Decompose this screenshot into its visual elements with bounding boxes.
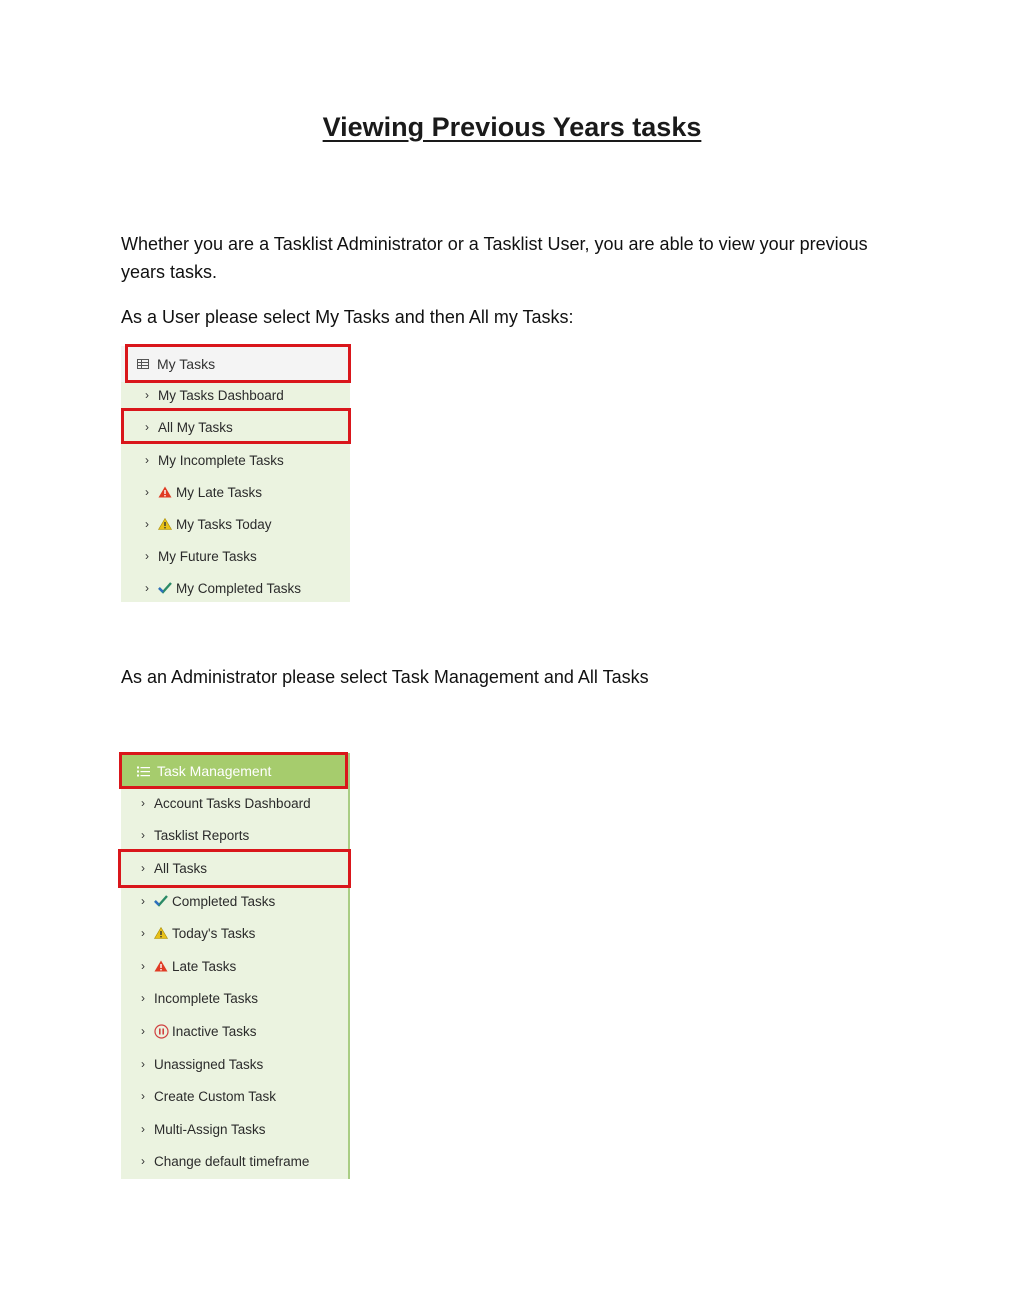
chevron-right-icon: › [145, 549, 149, 563]
menu-item-multi-assign-tasks[interactable] [121, 1114, 350, 1144]
menu-item-my-tasks-dashboard[interactable] [121, 380, 350, 410]
menu-item-label: My Completed Tasks [176, 580, 302, 596]
chevron-right-icon: › [145, 420, 149, 434]
menu-item-my-completed-tasks[interactable] [121, 573, 350, 603]
menu-item-incomplete-tasks[interactable] [121, 983, 350, 1013]
menu-item-todays-tasks[interactable] [121, 918, 350, 948]
chevron-right-icon: › [141, 1024, 145, 1038]
menu-item-label: Late Tasks [172, 958, 237, 974]
menu-item-label: My Incomplete Tasks [158, 452, 284, 468]
menu-item-all-my-tasks[interactable] [121, 412, 350, 442]
menu-item-label: Incomplete Tasks [154, 990, 259, 1006]
chevron-right-icon: › [141, 828, 145, 842]
user-menu-panel [121, 346, 350, 602]
menu-item-label: All Tasks [154, 860, 208, 876]
chevron-right-icon: › [141, 894, 145, 908]
user-instruction: As a User please select My Tasks and then All my Tasks: [121, 307, 574, 327]
menu-item-late-tasks[interactable] [121, 951, 350, 981]
yellow-warning-icon [158, 516, 176, 532]
red-warning-icon [154, 958, 172, 974]
menu-item-label: Inactive Tasks [172, 1023, 257, 1039]
task-management-header-label: Task Management [157, 763, 272, 779]
chevron-right-icon: › [145, 485, 149, 499]
chevron-right-icon: › [141, 796, 145, 810]
menu-item-label: My Late Tasks [176, 484, 263, 500]
chevron-right-icon: › [141, 1057, 145, 1071]
check-icon [154, 893, 172, 909]
chevron-right-icon: › [141, 926, 145, 940]
chevron-right-icon: › [145, 388, 149, 402]
menu-item-label: Account Tasks Dashboard [154, 795, 311, 811]
my-tasks-menu-header[interactable] [121, 346, 350, 382]
menu-item-label: My Future Tasks [158, 548, 257, 564]
menu-item-all-tasks[interactable] [121, 853, 350, 883]
chevron-right-icon: › [145, 453, 149, 467]
red-warning-icon [158, 484, 176, 500]
check-icon [158, 580, 176, 596]
menu-item-my-tasks-today[interactable] [121, 509, 350, 539]
task-management-menu-header[interactable] [121, 753, 348, 789]
menu-item-create-custom-task[interactable] [121, 1081, 350, 1111]
admin-instruction: As an Administrator please select Task Management and All Tasks [121, 667, 649, 687]
menu-item-inactive-tasks[interactable] [121, 1016, 350, 1046]
intro-paragraph: Whether you are a Tasklist Administrator or a Tasklist User, you are able to view your previous years tasks. [121, 234, 868, 282]
menu-item-label: All My Tasks [158, 419, 233, 435]
menu-item-label: Multi-Assign Tasks [154, 1121, 266, 1137]
chevron-right-icon: › [145, 517, 149, 531]
menu-item-account-tasks-dashboard[interactable] [121, 788, 350, 818]
chevron-right-icon: › [141, 959, 145, 973]
chevron-right-icon: › [141, 1089, 145, 1103]
menu-item-label: Change default timeframe [154, 1153, 310, 1169]
yellow-warning-icon [154, 925, 172, 941]
document-title: Viewing Previous Years tasks [322, 112, 702, 142]
menu-item-label: My Tasks Today [176, 516, 272, 532]
admin-menu-panel [121, 753, 350, 1179]
menu-item-label: Tasklist Reports [154, 827, 250, 843]
list-icon [137, 763, 157, 779]
chevron-right-icon: › [141, 991, 145, 1005]
chevron-right-icon: › [141, 861, 145, 875]
menu-item-label: Completed Tasks [172, 893, 276, 909]
chevron-right-icon: › [145, 581, 149, 595]
my-tasks-header-label: My Tasks [157, 356, 216, 372]
menu-item-tasklist-reports[interactable] [121, 820, 350, 850]
table-icon [137, 356, 157, 372]
menu-item-label: Today's Tasks [172, 925, 256, 941]
pause-icon [154, 1023, 172, 1039]
chevron-right-icon: › [141, 1154, 145, 1168]
menu-item-my-late-tasks[interactable] [121, 477, 350, 507]
menu-item-change-default-timeframe[interactable] [121, 1146, 350, 1176]
menu-item-my-future-tasks[interactable] [121, 541, 350, 571]
menu-item-label: Unassigned Tasks [154, 1056, 264, 1072]
chevron-right-icon: › [141, 1122, 145, 1136]
menu-item-label: Create Custom Task [154, 1088, 277, 1104]
menu-item-label: My Tasks Dashboard [158, 387, 284, 403]
menu-item-completed-tasks[interactable] [121, 886, 350, 916]
menu-item-unassigned-tasks[interactable] [121, 1049, 350, 1079]
menu-item-my-incomplete-tasks[interactable] [121, 445, 350, 475]
